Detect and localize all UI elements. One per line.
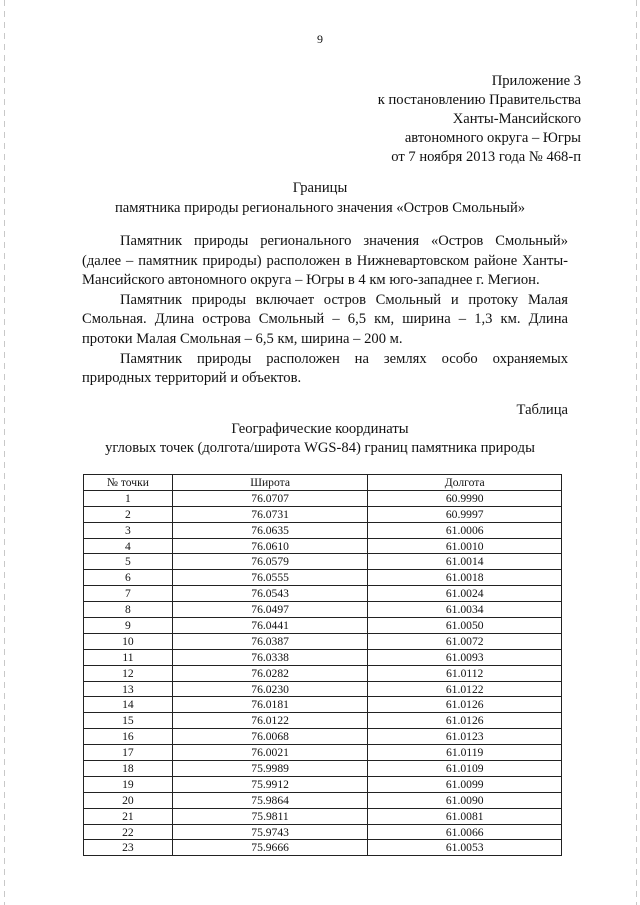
cell-longitude: 60.9997 xyxy=(368,506,562,522)
document-title xyxy=(0,178,640,218)
coordinates-table xyxy=(83,474,562,856)
table-row xyxy=(84,633,562,649)
cell-latitude: 76.0387 xyxy=(172,633,368,649)
cell-point-number: 20 xyxy=(84,792,173,808)
cell-longitude: 61.0119 xyxy=(368,745,562,761)
table-row xyxy=(84,649,562,665)
cell-point-number: 9 xyxy=(84,618,173,634)
cell-longitude: 61.0122 xyxy=(368,681,562,697)
cell-longitude: 60.9990 xyxy=(368,490,562,506)
cell-longitude: 61.0126 xyxy=(368,713,562,729)
header-latitude: Широта xyxy=(172,475,368,491)
cell-point-number: 17 xyxy=(84,745,173,761)
cell-longitude: 61.0014 xyxy=(368,554,562,570)
table-row xyxy=(84,618,562,634)
cell-latitude: 76.0610 xyxy=(172,538,368,554)
cell-longitude: 61.0090 xyxy=(368,792,562,808)
table-row xyxy=(84,713,562,729)
paragraph: Памятник природы регионального значения «Остров Смольный» (далее – памятник природы) расположен в Нижневартовском районе Ханты-Мансийского автономного округа – Югры в 4 км юго-западнее г. Мегион. xyxy=(82,233,568,289)
cell-longitude: 61.0066 xyxy=(368,824,562,840)
table-row xyxy=(84,665,562,681)
cell-latitude: 76.0707 xyxy=(172,490,368,506)
cell-longitude: 61.0010 xyxy=(368,538,562,554)
cell-latitude: 76.0441 xyxy=(172,618,368,634)
title-line: Границы xyxy=(292,180,348,196)
cell-longitude: 61.0093 xyxy=(368,649,562,665)
cell-point-number: 3 xyxy=(84,522,173,538)
appendix-line: к постановлению Правительства xyxy=(377,92,581,108)
cell-longitude: 61.0050 xyxy=(368,618,562,634)
cell-longitude: 61.0018 xyxy=(368,570,562,586)
header-longitude: Долгота xyxy=(368,475,562,491)
cell-latitude: 76.0021 xyxy=(172,745,368,761)
cell-latitude: 76.0555 xyxy=(172,570,368,586)
cell-point-number: 19 xyxy=(84,776,173,792)
cell-latitude: 75.9666 xyxy=(172,840,368,856)
table-header-row xyxy=(84,475,562,491)
cell-latitude: 76.0338 xyxy=(172,649,368,665)
cell-latitude: 76.0579 xyxy=(172,554,368,570)
cell-point-number: 15 xyxy=(84,713,173,729)
appendix-line: Приложение 3 xyxy=(491,73,581,89)
cell-latitude: 75.9811 xyxy=(172,808,368,824)
cell-point-number: 13 xyxy=(84,681,173,697)
cell-longitude: 61.0006 xyxy=(368,522,562,538)
appendix-line: автономного округа – Югры xyxy=(404,130,581,146)
cell-point-number: 18 xyxy=(84,761,173,777)
title-line: памятника природы регионального значения «Остров Смольный» xyxy=(114,200,526,216)
table-row xyxy=(84,681,562,697)
table-row xyxy=(84,506,562,522)
table-label: Таблица xyxy=(516,402,568,418)
body-text xyxy=(82,232,568,389)
cell-point-number: 16 xyxy=(84,729,173,745)
cell-latitude: 76.0497 xyxy=(172,602,368,618)
table-row xyxy=(84,602,562,618)
cell-latitude: 75.9743 xyxy=(172,824,368,840)
cell-longitude: 61.0024 xyxy=(368,586,562,602)
paragraph: Памятник природы включает остров Смольный и протоку Малая Смольная. Длина острова Смольный – 6,5 км, ширина – 1,3 км. Длина протоки Малая Смольная – 6,5 км, ширина – 200 м. xyxy=(82,291,568,347)
table-row xyxy=(84,522,562,538)
caption-line: Географические координаты xyxy=(231,421,409,437)
cell-latitude: 76.0068 xyxy=(172,729,368,745)
cell-latitude: 76.0181 xyxy=(172,697,368,713)
table-row xyxy=(84,586,562,602)
table-row xyxy=(84,745,562,761)
cell-latitude: 75.9864 xyxy=(172,792,368,808)
header-point-number: № точки xyxy=(84,475,173,491)
table-row xyxy=(84,792,562,808)
table-row xyxy=(84,570,562,586)
cell-point-number: 5 xyxy=(84,554,173,570)
cell-latitude: 75.9989 xyxy=(172,761,368,777)
cell-point-number: 7 xyxy=(84,586,173,602)
table-row xyxy=(84,840,562,856)
cell-latitude: 76.0635 xyxy=(172,522,368,538)
table-caption xyxy=(0,420,640,458)
cell-point-number: 2 xyxy=(84,506,173,522)
cell-point-number: 4 xyxy=(84,538,173,554)
table-row xyxy=(84,776,562,792)
cell-point-number: 21 xyxy=(84,808,173,824)
table-row xyxy=(84,824,562,840)
cell-point-number: 6 xyxy=(84,570,173,586)
cell-latitude: 76.0230 xyxy=(172,681,368,697)
appendix-line: Ханты-Мансийского xyxy=(452,111,581,127)
table-row xyxy=(84,538,562,554)
cell-longitude: 61.0072 xyxy=(368,633,562,649)
cell-longitude: 61.0053 xyxy=(368,840,562,856)
cell-latitude: 75.9912 xyxy=(172,776,368,792)
cell-latitude: 76.0122 xyxy=(172,713,368,729)
cell-longitude: 61.0034 xyxy=(368,602,562,618)
table-row xyxy=(84,761,562,777)
cell-point-number: 8 xyxy=(84,602,173,618)
appendix-reference xyxy=(378,72,581,167)
appendix-line: от 7 ноября 2013 года № 468-п xyxy=(391,149,581,165)
cell-latitude: 76.0282 xyxy=(172,665,368,681)
cell-longitude: 61.0112 xyxy=(368,665,562,681)
paragraph: Памятник природы расположен на землях особо охраняемых природных территорий и объектов. xyxy=(82,350,568,387)
cell-longitude: 61.0109 xyxy=(368,761,562,777)
table-row xyxy=(84,490,562,506)
page-number: 9 xyxy=(317,32,323,46)
cell-longitude: 61.0126 xyxy=(368,697,562,713)
cell-point-number: 11 xyxy=(84,649,173,665)
cell-point-number: 1 xyxy=(84,490,173,506)
cell-latitude: 76.0543 xyxy=(172,586,368,602)
cell-longitude: 61.0123 xyxy=(368,729,562,745)
table-row xyxy=(84,554,562,570)
cell-longitude: 61.0099 xyxy=(368,776,562,792)
cell-point-number: 10 xyxy=(84,633,173,649)
table-row xyxy=(84,729,562,745)
table-row xyxy=(84,697,562,713)
table-row xyxy=(84,808,562,824)
cell-point-number: 22 xyxy=(84,824,173,840)
cell-point-number: 14 xyxy=(84,697,173,713)
cell-longitude: 61.0081 xyxy=(368,808,562,824)
cell-latitude: 76.0731 xyxy=(172,506,368,522)
cell-point-number: 12 xyxy=(84,665,173,681)
caption-line: угловых точек (долгота/широта WGS-84) границ памятника природы xyxy=(105,440,535,456)
cell-point-number: 23 xyxy=(84,840,173,856)
